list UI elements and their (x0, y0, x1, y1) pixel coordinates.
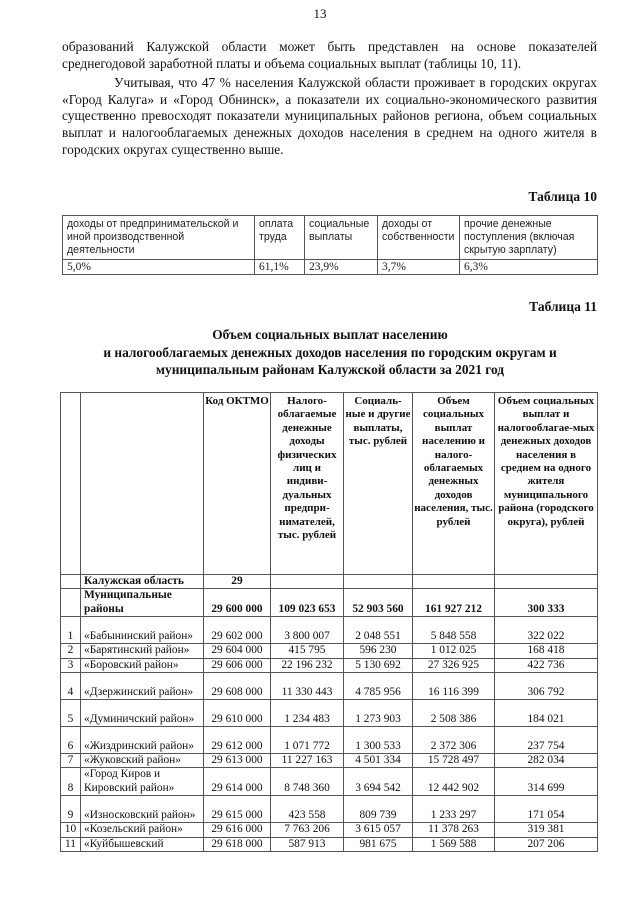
column-header (81, 393, 204, 575)
row-number: 4 (61, 673, 81, 700)
total-volume: 27 326 925 (413, 658, 495, 672)
taxable-income: 1 234 483 (271, 700, 344, 727)
district-name: «Боровский район» (81, 658, 204, 672)
table-row (61, 754, 598, 768)
per-capita: 319 381 (495, 823, 598, 837)
social-payments: 3 694 542 (344, 768, 413, 796)
row-number: 9 (61, 796, 81, 823)
table-row (61, 768, 598, 796)
total-volume: 12 442 902 (413, 768, 495, 796)
taxable-income: 109 023 653 (271, 589, 344, 617)
row-number: 10 (61, 823, 81, 837)
per-capita: 422 736 (495, 658, 598, 672)
row-number: 7 (61, 754, 81, 768)
column-header: Объем социальных выплат населению и налого-облагаемых денежных доходов населения, тыс. рублей (413, 393, 495, 575)
oktmo-code: 29 604 000 (204, 644, 271, 658)
total-volume: 16 116 399 (413, 673, 495, 700)
district-name: «Износковский район» (81, 796, 204, 823)
cell: 23,9% (305, 260, 378, 275)
taxable-income: 7 763 206 (271, 823, 344, 837)
table-row (61, 727, 598, 754)
table-row (61, 617, 598, 644)
table-row (61, 796, 598, 823)
column-header: Социаль-ные и другие выплаты, тыс. рублей (344, 393, 413, 575)
social-payments: 4 501 334 (344, 754, 413, 768)
row-number: 1 (61, 617, 81, 644)
table11-title (62, 326, 598, 379)
taxable-income: 8 748 360 (271, 768, 344, 796)
total-volume: 2 372 306 (413, 727, 495, 754)
total-volume: 1 233 297 (413, 796, 495, 823)
oktmo-code: 29 608 000 (204, 673, 271, 700)
title-line: и налогооблагаемых денежных доходов населения по городским округам и (103, 344, 557, 360)
social-payments: 1 300 533 (344, 727, 413, 754)
oktmo-code: 29 614 000 (204, 768, 271, 796)
total-volume: 2 508 386 (413, 700, 495, 727)
cell: 61,1% (255, 260, 305, 275)
district-name: Муниципальные районы (81, 589, 204, 617)
social-payments: 4 785 956 (344, 673, 413, 700)
table-row (61, 673, 598, 700)
social-payments: 809 739 (344, 796, 413, 823)
per-capita: 184 021 (495, 700, 598, 727)
oktmo-code: 29 610 000 (204, 700, 271, 727)
oktmo-code: 29 (204, 575, 271, 589)
column-header: Налого-облагаемые денежные доходы физических лиц и индиви-дуальных предпри-нимателей, тыс. рублей (271, 393, 344, 575)
per-capita: 306 792 (495, 673, 598, 700)
per-capita: 300 333 (495, 589, 598, 617)
oktmo-code: 29 612 000 (204, 727, 271, 754)
district-name: «Город Киров и Кировский район» (81, 768, 204, 796)
column-header: оплата труда (255, 216, 305, 260)
per-capita: 322 022 (495, 617, 598, 644)
district-name: «Барятинский район» (81, 644, 204, 658)
taxable-income: 415 795 (271, 644, 344, 658)
district-name: «Думиничский район» (81, 700, 204, 727)
table-row (61, 589, 598, 617)
row-number: 3 (61, 658, 81, 672)
oktmo-code: 29 606 000 (204, 658, 271, 672)
cell: 6,3% (460, 260, 598, 275)
district-name: «Жиздринский район» (81, 727, 204, 754)
column-header: Объем социальных выплат и налогооблагае-мых денежных доходов населения в среднем на одного жителя муниципального района (городского округа), рублей (495, 393, 598, 575)
table-header-row (61, 393, 598, 575)
oktmo-code: 29 602 000 (204, 617, 271, 644)
social-payments: 596 230 (344, 644, 413, 658)
table-row (61, 575, 598, 589)
column-header: социальные выплаты (305, 216, 378, 260)
taxable-income: 11 227 163 (271, 754, 344, 768)
paragraph: образований Калужской области может быть представлен на основе показателей среднегодовой заработной платы и объема социальных выплат (таблицы 10, 11). (62, 39, 597, 71)
taxable-income: 3 800 007 (271, 617, 344, 644)
total-volume: 161 927 212 (413, 589, 495, 617)
row-number: 6 (61, 727, 81, 754)
per-capita: 207 206 (495, 837, 598, 851)
table-10 (62, 215, 598, 275)
column-header: Код ОКТМО (204, 393, 271, 575)
oktmo-code: 29 600 000 (204, 589, 271, 617)
table-row (61, 658, 598, 672)
oktmo-code: 29 613 000 (204, 754, 271, 768)
per-capita (495, 575, 598, 589)
district-name: «Жуковский район» (81, 754, 204, 768)
district-name: «Куйбышевский (81, 837, 204, 851)
table-header-row (63, 216, 598, 260)
title-line: Объем социальных выплат населению (212, 327, 448, 342)
row-number: 8 (61, 768, 81, 796)
total-volume: 11 378 263 (413, 823, 495, 837)
body-text (62, 39, 597, 158)
social-payments: 2 048 551 (344, 617, 413, 644)
oktmo-code: 29 616 000 (204, 823, 271, 837)
table10-label: Таблица 10 (528, 189, 597, 204)
column-header: прочие денежные поступления (включая скрытую зарплату) (460, 216, 598, 260)
district-name: «Козельский район» (81, 823, 204, 837)
row-number (61, 575, 81, 589)
table-row (61, 644, 598, 658)
taxable-income: 22 196 232 (271, 658, 344, 672)
social-payments: 3 615 057 (344, 823, 413, 837)
social-payments: 5 130 692 (344, 658, 413, 672)
per-capita: 237 754 (495, 727, 598, 754)
taxable-income: 587 913 (271, 837, 344, 851)
district-name: Калужская область (81, 575, 204, 589)
social-payments: 52 903 560 (344, 589, 413, 617)
total-volume (413, 575, 495, 589)
total-volume: 1 569 588 (413, 837, 495, 851)
total-volume: 15 728 497 (413, 754, 495, 768)
taxable-income: 1 071 772 (271, 727, 344, 754)
page-number: 13 (313, 6, 327, 21)
column-header: доходы от предпринимательской и иной производственной деятельности (63, 216, 255, 260)
table-row (63, 260, 598, 275)
column-header: доходы от собственности (378, 216, 460, 260)
table-row (61, 823, 598, 837)
taxable-income: 423 558 (271, 796, 344, 823)
cell: 3,7% (378, 260, 460, 275)
per-capita: 171 054 (495, 796, 598, 823)
oktmo-code: 29 615 000 (204, 796, 271, 823)
social-payments: 981 675 (344, 837, 413, 851)
total-volume: 5 848 558 (413, 617, 495, 644)
district-name: «Бабынинский район» (81, 617, 204, 644)
row-number: 2 (61, 644, 81, 658)
row-number (61, 589, 81, 617)
row-number: 11 (61, 837, 81, 851)
total-volume: 1 012 025 (413, 644, 495, 658)
social-payments (344, 575, 413, 589)
paragraph: Учитывая, что 47 % населения Калужской области проживает в городских округах «Город Калуга» и «Город Обнинск», а показатели их социально-экономического развития существенно превосходят показатели муниципальных районов региона, объем социальных выплат и налогооблагаемых денежных доходов населения в среднем на одного жителя в городских округах существенно выше. (62, 75, 597, 157)
table-row (61, 837, 598, 851)
per-capita: 314 699 (495, 768, 598, 796)
oktmo-code: 29 618 000 (204, 837, 271, 851)
taxable-income (271, 575, 344, 589)
per-capita: 168 418 (495, 644, 598, 658)
per-capita: 282 034 (495, 754, 598, 768)
taxable-income: 11 330 443 (271, 673, 344, 700)
table11-label: Таблица 11 (529, 299, 597, 314)
cell: 5,0% (63, 260, 255, 275)
district-name: «Дзержинский район» (81, 673, 204, 700)
row-number: 5 (61, 700, 81, 727)
social-payments: 1 273 903 (344, 700, 413, 727)
column-header (61, 393, 81, 575)
table-11 (60, 392, 598, 852)
title-line: муниципальным районам Калужской области за 2021 год (155, 362, 505, 377)
table-row (61, 700, 598, 727)
